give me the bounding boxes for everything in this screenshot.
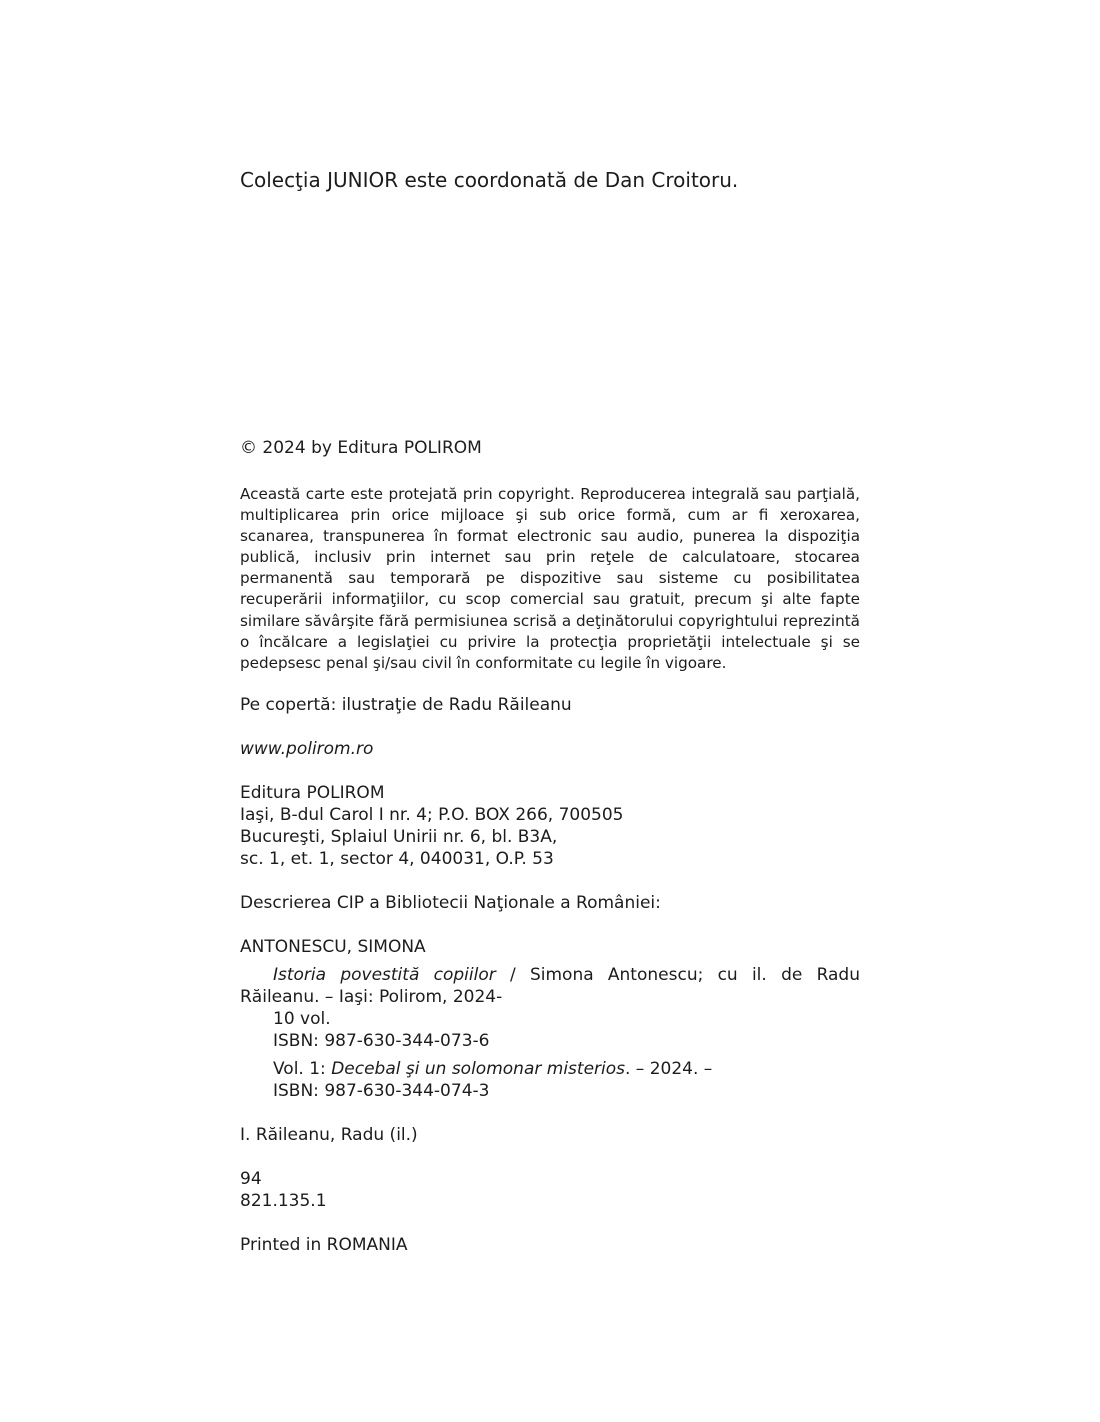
cip-description bbox=[240, 964, 860, 1008]
isbn-volume: ISBN: 987-630-344-074-3 bbox=[273, 1081, 490, 1101]
classification-code: 821.135.1 bbox=[240, 1191, 327, 1211]
volume-entry bbox=[273, 1058, 712, 1080]
book-title-details: / Simona Antonescu; cu il. de Radu Răileanu. – Iaşi: Polirom, 2024- bbox=[240, 965, 860, 1007]
collection-note: Colecţia JUNIOR este coordonată de Dan Croitoru. bbox=[240, 168, 739, 192]
volume-prefix: Vol. 1: bbox=[273, 1059, 332, 1079]
legal-notice: Această carte este protejată prin copyright. Reproducerea integrală sau parţială, multiplicarea prin orice mijloace şi sub orice formă, cum ar fi xeroxarea, scanarea, transpunerea în format electronic sau audio, punerea la dispoziţia publică, inclusiv prin internet sau prin reţele de calculatoare, stocarea permanentă sau temporară pe dispozitive sau sisteme cu posibilitatea recuperării informaţiilor, cu scop comercial sau gratuit, precum şi alte fapte similare săvârşite fără permisiunea scrisă a deţinătorului copyrightului reprezintă o încălcare a legislaţiei cu privire la protecţia proprietăţii intelectuale şi se pedepsesc penal şi/sau civil în conformitate cu legile în vigoare. bbox=[240, 485, 860, 672]
address-line: Iaşi, B-dul Carol I nr. 4; P.O. BOX 266, 700505 bbox=[240, 805, 624, 825]
book-title: Istoria povestită copiilor bbox=[273, 965, 496, 985]
volume-suffix: . – 2024. – bbox=[625, 1059, 713, 1079]
address-line: sc. 1, et. 1, sector 4, 040031, O.P. 53 bbox=[240, 849, 554, 869]
address-line: Bucureşti, Splaiul Unirii nr. 6, bl. B3A, bbox=[240, 827, 558, 847]
cip-contributor: I. Răileanu, Radu (il.) bbox=[240, 1125, 418, 1145]
cip-heading: Descrierea CIP a Bibliotecii Naţionale a României: bbox=[240, 893, 661, 913]
isbn-set: ISBN: 987-630-344-073-6 bbox=[273, 1031, 490, 1051]
copyright-line: © 2024 by Editura POLIROM bbox=[240, 438, 482, 458]
printed-in: Printed in ROMANIA bbox=[240, 1235, 408, 1255]
volume-title: Decebal şi un solomonar misterios bbox=[331, 1059, 625, 1079]
publisher-website: www.polirom.ro bbox=[240, 739, 374, 759]
publisher-name: Editura POLIROM bbox=[240, 783, 385, 803]
cip-volumes: 10 vol. bbox=[273, 1009, 331, 1029]
cover-credit: Pe copertă: ilustraţie de Radu Răileanu bbox=[240, 695, 572, 715]
cip-author: ANTONESCU, SIMONA bbox=[240, 937, 426, 957]
classification-code: 94 bbox=[240, 1169, 262, 1189]
